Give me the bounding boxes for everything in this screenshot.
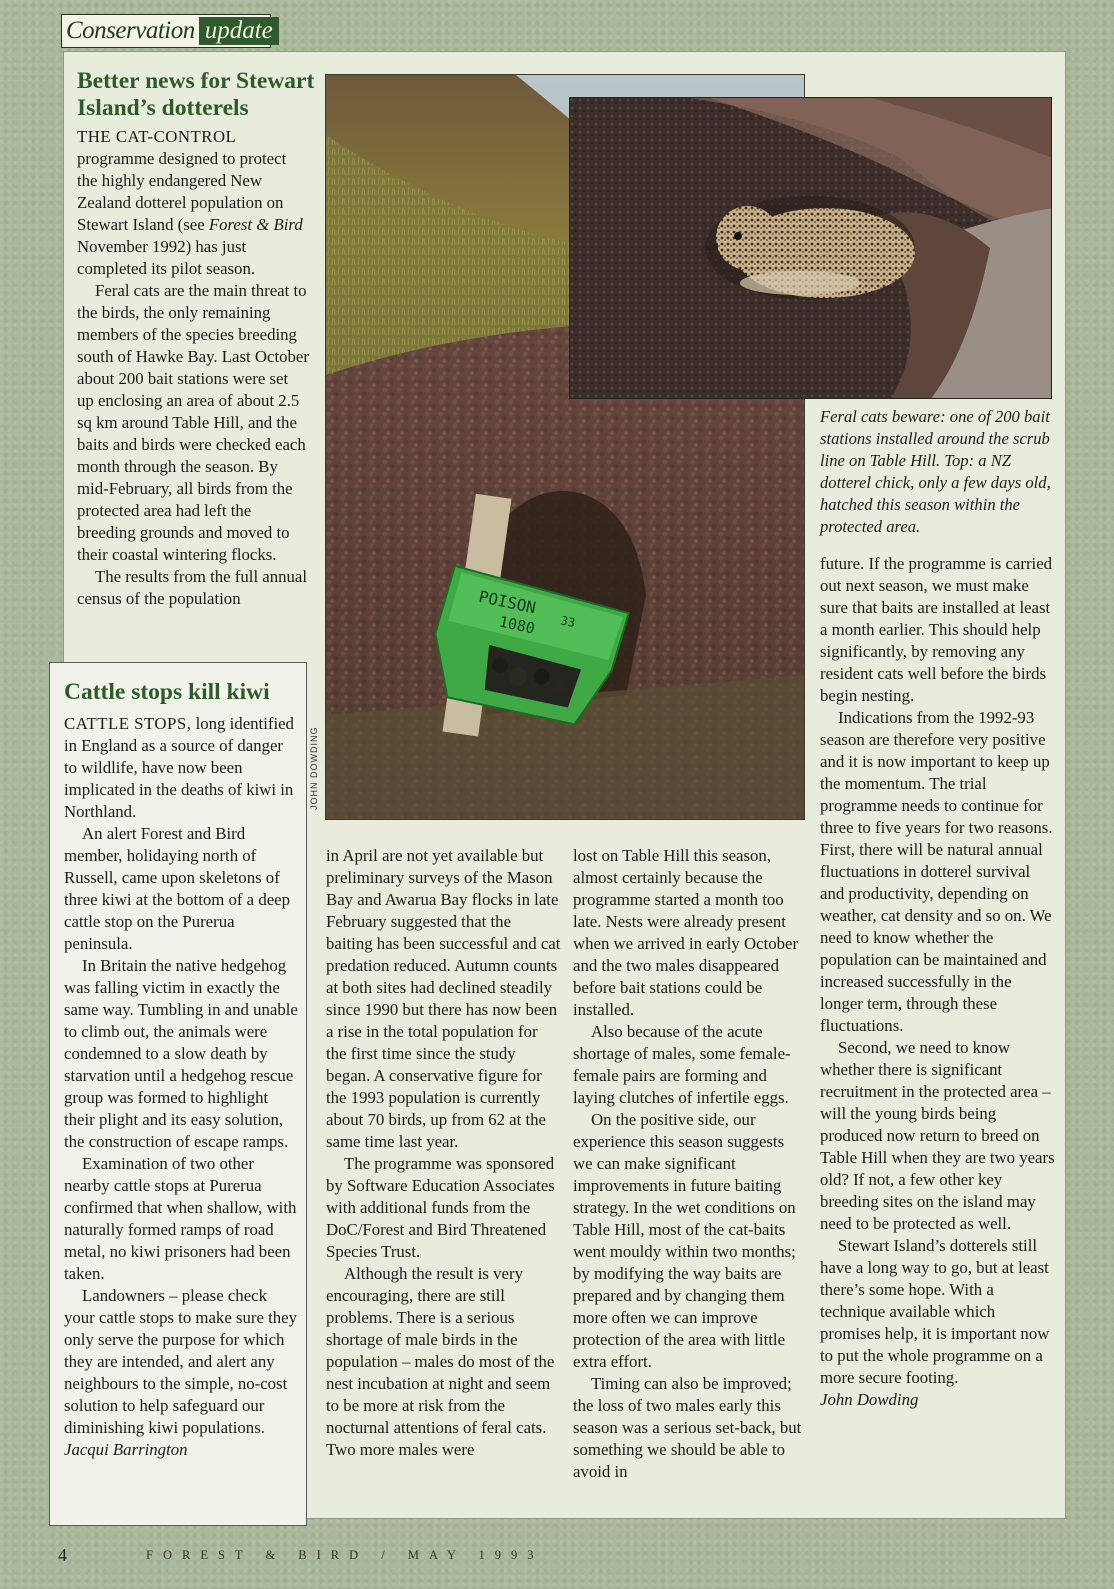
dotterel-author: John Dowding <box>820 1390 919 1409</box>
bait-box-label-3: 33 <box>559 613 577 631</box>
dotterel-paragraph: The results from the full annual census of the population <box>77 567 308 608</box>
dotterel-text: programme designed to protect the highly endangered New Zealand dotterel population on Stewart Island (see <box>77 149 287 234</box>
dotterel-column-1 <box>77 126 309 610</box>
dotterel-paragraph: Although the result is very encouraging, there are still problems. There is a serious shortage of male birds in the population – males do most of the nest incubation at night and seem to be more at risk from the nocturnal attentions of feral cats. Two more males were <box>326 1264 555 1459</box>
page-number: 4 <box>58 1545 67 1565</box>
kiwi-column <box>64 713 298 1461</box>
photo-dotterel-chick <box>569 97 1052 399</box>
kiwi-text: long identified in England as a source of danger to wildlife, have now been implicated in the deaths of kiwi in Northland. <box>64 714 294 821</box>
dotterel-paragraph: Feral cats are the main threat to the birds, the only remaining members of the species breeding south of Hawke Bay. Last October about 200 bait stations were set up enclosing an area of about 2.5 sq km around Table Hill, and the baits and birds were checked each month through the season. By mid-February, all birds from the protected area had left the breeding grounds and moved to their coastal wintering flocks. <box>77 281 309 564</box>
kiwi-paragraph: An alert Forest and Bird member, holidaying north of Russell, came upon skeletons of three kiwi at the bottom of a deep cattle stop on the Purerua peninsula. <box>64 824 291 953</box>
dotterel-paragraph: Indications from the 1992-93 season are therefore very positive and it is now important to keep up the momentum. The trial programme needs to continue for three to five years for two reasons. First, there will be natural annual fluctuations in dotterel survival and productivity, depending on weather, cat density and so on. We need to know whether the population can be maintained and increased successfully in the longer term, through these fluctuations. <box>820 708 1053 1035</box>
masthead-word-conservation: Conservation <box>66 17 195 44</box>
dotterel-paragraph: Timing can also be improved; the loss of two males early this season was a serious set-back, but something we should be able to avoid in <box>573 1374 802 1481</box>
article-headline-kiwi: Cattle stops kill kiwi <box>64 679 270 705</box>
kiwi-paragraph: Examination of two other nearby cattle stops at Purerua confirmed that when shallow, with naturally formed ramps of road metal, no kiwi prisoners had been taken. <box>64 1154 297 1283</box>
dotterel-text: November 1992) has just completed its pilot season. <box>77 237 256 278</box>
dotterel-paragraph: lost on Table Hill this season, almost certainly because the programme started a month too late. Nests were already present when we arrived in early October and the two males disappeared before bait stations could be installed. <box>573 846 799 1019</box>
dotterel-paragraph: Also because of the acute shortage of males, some female-female pairs are forming and laying clutches of infertile eggs. <box>573 1022 791 1107</box>
bait-box-label-2: 1080 <box>497 612 537 638</box>
dotterel-paragraph: The programme was sponsored by Software Education Associates with additional funds from the DoC/Forest and Bird Threatened Species Trust. <box>326 1154 555 1261</box>
dotterel-column-2 <box>326 845 561 1461</box>
chick-illustration <box>570 98 1052 399</box>
magazine-reference: Forest & Bird <box>208 215 303 234</box>
dotterel-lead: THE CAT-CONTROL <box>77 127 237 146</box>
bait-box-label-1: POISON <box>477 586 538 618</box>
article-headline-dotterels: Better news for Stewart Island’s dotterels <box>77 68 315 121</box>
dotterel-column-4 <box>820 553 1055 1411</box>
dotterel-paragraph: in April are not yet available but preliminary surveys of the Mason Bay and Awarua Bay flocks in late February suggested that the baiting has been successful and cat predation reduced. Autumn counts at both sites had declined steadily since 1990 but there has now been a rise in the total population for the first time since the study began. A conservative figure for the 1993 population is currently about 70 birds, up from 62 at the same time last year. <box>326 846 561 1151</box>
dotterel-paragraph: future. If the programme is carried out next season, we must make sure that baits are installed at least a month earlier. This should help significantly, by removing any resident cats well before the birds begin nesting. <box>820 554 1053 705</box>
dotterel-paragraph <box>77 126 309 280</box>
kiwi-author: Jacqui Barrington <box>64 1440 188 1459</box>
kiwi-paragraph: In Britain the native hedgehog was falling victim in exactly the same way. Tumbling in and unable to climb out, the animals were condemned to a slow death by starvation until a hedgehog rescue group was formed to highlight their plight and its easy solution, the construction of escape ramps. <box>64 956 298 1151</box>
dotterel-column-3 <box>573 845 807 1483</box>
kiwi-paragraph: Landowners – please check your cattle stops to make sure they only serve the purpose for which they are intended, and alert any neighbours to the simple, no-cost solution to help safeguard our diminishing kiwi populations. <box>64 1286 298 1437</box>
publication-footer: FOREST & BIRD / MAY 1993 <box>146 1548 544 1562</box>
section-masthead <box>61 14 271 48</box>
kiwi-paragraph <box>64 713 298 823</box>
dotterel-paragraph: Stewart Island’s dotterels still have a long way to go, but at least there’s some hope. With a technique available which promises help, it is important now to put the whole programme on a more secure footing. <box>820 1236 1050 1387</box>
masthead-word-update: update <box>199 17 279 45</box>
dotterel-paragraph: On the positive side, our experience this season suggests we can make significant improvements in future baiting strategy. In the wet conditions on Table Hill, most of the cat-baits went mouldy within two months; by modifying the way baits are prepared and by changing them more often we can improve protection of the area with little extra effort. <box>573 1110 796 1371</box>
photo-credit: JOHN DOWDING <box>309 726 319 810</box>
photo-caption: Feral cats beware: one of 200 bait stations installed around the scrub line on Table Hill. Top: a NZ dotterel chick, only a few days old, hatched this season within the protected area. <box>820 407 1051 536</box>
dotterel-paragraph: Second, we need to know whether there is significant recruitment in the protected area – will the young birds being produced now return to breed on Table Hill when they are two years old? If not, a few other key breeding sites on the island may need to be protected as well. <box>820 1038 1055 1233</box>
kiwi-lead: CATTLE STOPS, <box>64 714 192 733</box>
